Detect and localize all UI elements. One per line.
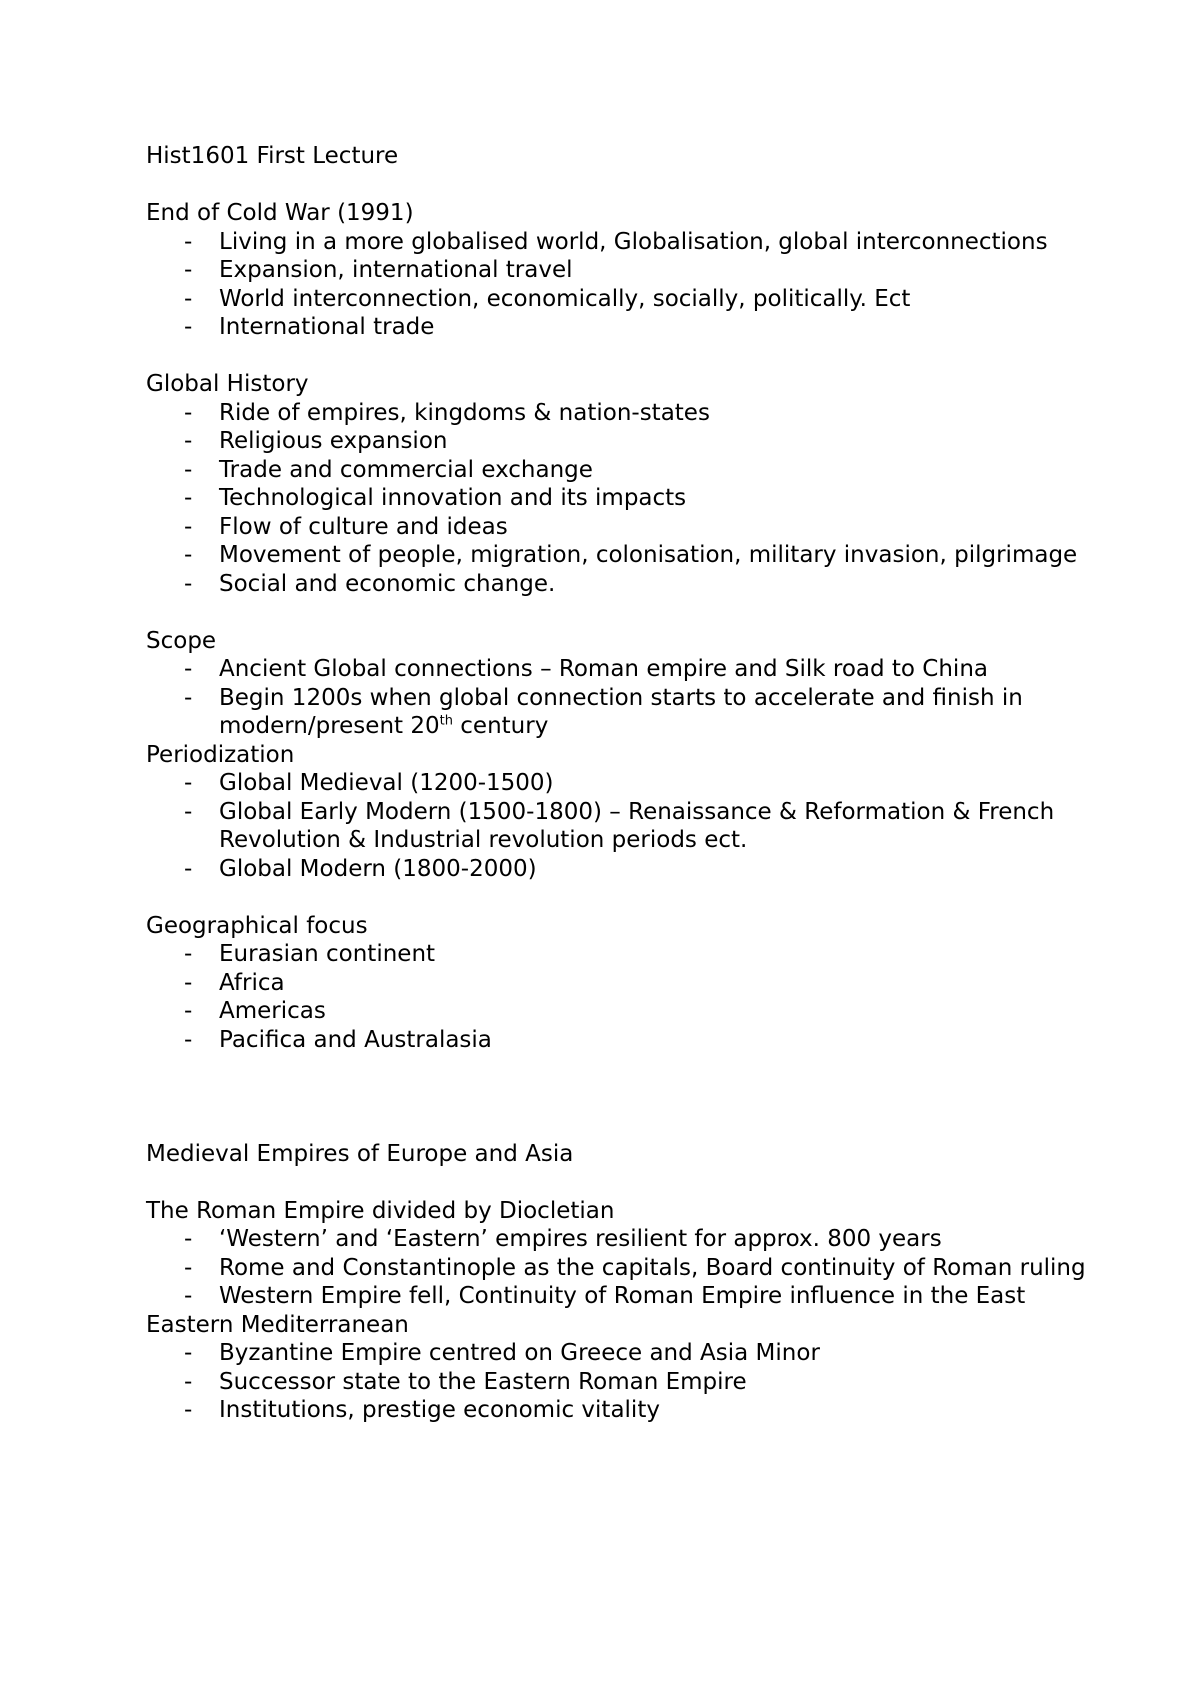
scope-text-after: century — [452, 713, 549, 739]
dash-marker: - — [184, 428, 193, 454]
dash-marker: - — [184, 1283, 193, 1309]
spacer — [146, 883, 1106, 912]
list-item-text: Western Empire fell, Continuity of Roman Empire influence in the East — [219, 1283, 1026, 1309]
dash-marker: - — [184, 684, 193, 711]
spacer — [146, 598, 1106, 627]
bullet-list-geographical-focus — [146, 940, 1106, 1054]
list-item-text: Social and economic change. — [219, 570, 556, 597]
section-heading-periodization: Periodization — [146, 741, 295, 768]
list-item — [146, 798, 1106, 855]
section-heading-roman-empire: The Roman Empire divided by Diocletian — [146, 1197, 615, 1224]
section-heading-geographical-focus: Geographical focus — [146, 912, 368, 939]
list-item-text — [219, 685, 1023, 740]
dash-marker: - — [184, 485, 193, 511]
list-item-text: ‘Western’ and ‘Eastern’ empires resilient for approx. 800 years — [219, 1226, 942, 1252]
list-item — [146, 228, 1106, 257]
page-title: Hist1601 First Lecture — [146, 143, 399, 169]
list-item — [146, 940, 1106, 969]
dash-marker: - — [184, 1368, 193, 1395]
list-item-text: Ancient Global connections – Roman empire and Silk road to China — [219, 656, 988, 682]
section-title-medieval-empires: Medieval Empires of Europe and Asia — [146, 1140, 574, 1167]
list-item — [146, 855, 1106, 884]
list-item-text: Ride of empires, kingdoms & nation-states — [219, 399, 710, 426]
bullet-list-roman-empire — [146, 1225, 1106, 1311]
list-item-text: Global Early Modern (1500-1800) – Renaissance & Reformation & French Revolution & Industrial revolution periods ect. — [219, 798, 1055, 853]
list-item-text: Americas — [219, 998, 326, 1024]
spacer — [146, 171, 1106, 200]
list-item-text: Living in a more globalised world, Globalisation, global interconnections — [219, 228, 1048, 255]
dash-marker: - — [184, 770, 193, 796]
list-item — [146, 1368, 1106, 1397]
list-item-text: Byzantine Empire centred on Greece and Asia Minor — [219, 1340, 820, 1366]
dash-marker: - — [184, 285, 193, 312]
bullet-list-periodization — [146, 769, 1106, 883]
dash-marker: - — [184, 998, 193, 1024]
spacer — [146, 1054, 1106, 1140]
list-item — [146, 1339, 1106, 1368]
scope-text-before: Begin 1200s when global connection starts to accelerate and finish in modern/present 20 — [219, 684, 1023, 739]
section-heading-cold-war: End of Cold War (1991) — [146, 200, 414, 226]
list-item — [146, 399, 1106, 428]
bullet-list-scope — [146, 655, 1106, 741]
list-item — [146, 541, 1106, 570]
spacer — [146, 1168, 1106, 1197]
dash-marker: - — [184, 513, 193, 540]
dash-marker: - — [184, 228, 193, 255]
dash-marker: - — [184, 969, 193, 996]
bullet-list-cold-war — [146, 228, 1106, 342]
list-item — [146, 1225, 1106, 1254]
list-item — [146, 684, 1106, 741]
list-item-text: Pacifica and Australasia — [219, 1026, 492, 1053]
list-item — [146, 1396, 1106, 1425]
list-item-text: Global Medieval (1200-1500) — [219, 770, 554, 796]
list-item — [146, 427, 1106, 456]
list-item — [146, 969, 1106, 998]
dash-marker: - — [184, 1026, 193, 1053]
section-heading-scope: Scope — [146, 627, 217, 654]
bullet-list-eastern-mediterranean — [146, 1339, 1106, 1425]
list-item — [146, 285, 1106, 314]
list-item-text: Religious expansion — [219, 428, 448, 454]
dash-marker: - — [184, 542, 193, 568]
list-item — [146, 997, 1106, 1026]
dash-marker: - — [184, 399, 193, 426]
dash-marker: - — [184, 656, 193, 682]
list-item-text: International trade — [219, 314, 435, 340]
list-item — [146, 1026, 1106, 1055]
list-item — [146, 1282, 1106, 1311]
list-item — [146, 769, 1106, 798]
spacer — [146, 342, 1106, 371]
list-item-text: Trade and commercial exchange — [219, 456, 593, 483]
dash-marker: - — [184, 941, 193, 967]
section-heading-eastern-mediterranean: Eastern Mediterranean — [146, 1311, 409, 1338]
list-item-text: Expansion, international travel — [219, 257, 573, 283]
document-page — [146, 142, 1106, 1425]
dash-marker: - — [184, 314, 193, 340]
list-item-text: Rome and Constantinople as the capitals, Board continuity of Roman ruling — [219, 1254, 1086, 1281]
dash-marker: - — [184, 855, 193, 882]
dash-marker: - — [184, 1340, 193, 1366]
list-item-text: Flow of culture and ideas — [219, 513, 508, 540]
dash-marker: - — [184, 1397, 193, 1423]
list-item-text: World interconnection, economically, socially, politically. Ect — [219, 285, 911, 312]
list-item — [146, 256, 1106, 285]
list-item-text: Africa — [219, 969, 285, 996]
list-item-text: Successor state to the Eastern Roman Empire — [219, 1368, 747, 1395]
list-item — [146, 456, 1106, 485]
section-heading-global-history: Global History — [146, 371, 309, 397]
ordinal-superscript: th — [439, 713, 453, 729]
list-item-text: Movement of people, migration, colonisation, military invasion, pilgrimage — [219, 542, 1078, 568]
list-item — [146, 313, 1106, 342]
dash-marker: - — [184, 257, 193, 283]
dash-marker: - — [184, 1254, 193, 1281]
list-item — [146, 570, 1106, 599]
list-item — [146, 513, 1106, 542]
list-item — [146, 655, 1106, 684]
list-item-text: Technological innovation and its impacts — [219, 485, 687, 511]
list-item-text: Eurasian continent — [219, 941, 436, 967]
bullet-list-global-history — [146, 399, 1106, 599]
dash-marker: - — [184, 456, 193, 483]
list-item — [146, 1254, 1106, 1283]
dash-marker: - — [184, 1226, 193, 1252]
list-item-text: Institutions, prestige economic vitality — [219, 1397, 660, 1423]
dash-marker: - — [184, 570, 193, 597]
dash-marker: - — [184, 798, 193, 825]
list-item-text: Global Modern (1800-2000) — [219, 855, 537, 882]
list-item — [146, 484, 1106, 513]
